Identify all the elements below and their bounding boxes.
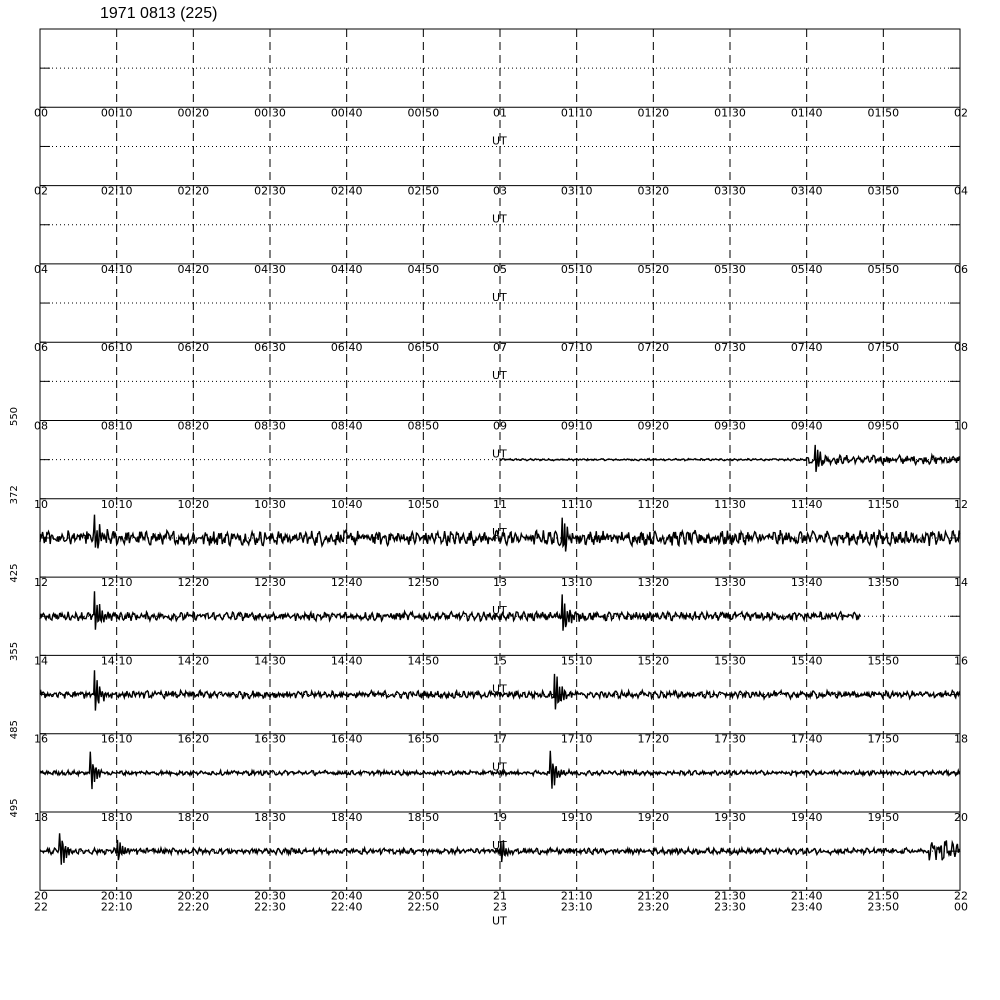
tick-label: 14 (34, 654, 48, 668)
tick-label: 22 (34, 900, 48, 914)
chart-title: 1971 0813 (225) (100, 5, 218, 22)
tick-label: 02:30 (254, 184, 286, 198)
tick-label: 15 (493, 654, 507, 668)
tick-label: 11:10 (560, 497, 593, 511)
tick-label: 06 (954, 262, 968, 276)
tick-label: 00:10 (100, 106, 133, 120)
tick-label: 10:50 (407, 497, 440, 511)
tick-label: 11:40 (790, 497, 823, 511)
tick-label: 09:10 (560, 419, 593, 433)
tick-label: 09 (493, 419, 507, 433)
tick-label: 23:10 (560, 900, 593, 914)
tick-label: 17:30 (714, 732, 746, 746)
tick-label: 18:10 (100, 811, 133, 824)
seismic-trace (40, 591, 860, 630)
tick-label: 02:50 (407, 184, 440, 198)
tick-label: 21:30 (714, 889, 746, 903)
tick-label: 14:10 (100, 654, 133, 668)
tick-label: 15:30 (714, 654, 746, 668)
tick-label: 09:20 (637, 419, 670, 433)
tick-label: 00 (954, 900, 968, 914)
tick-label: 16:30 (254, 732, 286, 746)
tick-label: 21:10 (560, 889, 593, 903)
tick-label: 16:20 (177, 732, 210, 746)
tick-label: 05:10 (560, 262, 593, 276)
tick-label: 02 (34, 184, 48, 198)
tick-label: 21:40 (790, 889, 823, 903)
amplitude-label: 372 (9, 485, 20, 505)
tick-label: 17:10 (560, 732, 593, 746)
tick-label: 15:40 (790, 654, 823, 668)
tick-label: 17 (493, 732, 507, 746)
tick-label: 12:30 (254, 576, 286, 590)
tick-label: 21:20 (637, 889, 670, 903)
tick-label: 03:40 (790, 184, 823, 198)
tick-label: 14 (954, 576, 968, 590)
tick-label: 04:40 (330, 262, 363, 276)
tick-label: 03:50 (867, 184, 900, 198)
tick-label: 23:30 (714, 900, 746, 914)
tick-label: 10 (34, 497, 48, 511)
tick-label: 16 (954, 654, 968, 668)
tick-label: 16:10 (100, 732, 133, 746)
amplitude-label: 550 (9, 406, 20, 427)
tick-label: 12:40 (330, 576, 363, 590)
tick-label: 02:40 (330, 184, 363, 198)
tick-label: 22:50 (407, 900, 440, 914)
tick-label: 19:30 (714, 811, 746, 824)
tick-label: 04 (954, 184, 968, 198)
tick-label: 12 (954, 497, 968, 511)
tick-label: 22:20 (177, 900, 210, 914)
tick-label: 06:10 (100, 341, 133, 355)
label-layer (9, 106, 968, 927)
tick-label: 18:20 (177, 811, 210, 824)
x-axis-label: UT (492, 914, 507, 928)
tick-label: 05 (493, 262, 507, 276)
tick-label: 01:10 (560, 106, 593, 120)
tick-label: 18 (34, 811, 48, 824)
tick-label: 11:30 (714, 497, 746, 511)
tick-label: 20 (34, 889, 48, 903)
amplitude-label: 355 (9, 641, 20, 661)
tick-label: 07:20 (637, 341, 670, 355)
tick-label: 08:30 (254, 419, 286, 433)
tick-label: 13:20 (637, 576, 670, 590)
ut-label: UT (492, 447, 507, 461)
tick-label: 19:50 (867, 811, 900, 824)
tick-label: 20:20 (177, 889, 210, 903)
tick-label: 11:50 (867, 497, 900, 511)
tick-label: 03 (493, 184, 507, 198)
tick-label: 17:20 (637, 732, 670, 746)
tick-label: 01:30 (714, 106, 746, 120)
tick-label: 19:20 (637, 811, 670, 824)
tick-label: 02:20 (177, 184, 210, 198)
tick-label: 00:20 (177, 106, 210, 120)
tick-label: 05:50 (867, 262, 900, 276)
tick-label: 13:30 (714, 576, 746, 590)
tick-label: 11 (493, 497, 507, 511)
tick-label: 04:30 (254, 262, 286, 276)
ut-label: UT (492, 369, 507, 383)
tick-label: 00:30 (254, 106, 286, 120)
amplitude-label: 425 (9, 563, 20, 583)
tick-label: 12:20 (177, 576, 210, 590)
tick-label: 19:40 (790, 811, 823, 824)
tick-label: 17:40 (790, 732, 823, 746)
tick-label: 13 (493, 576, 507, 590)
tick-label: 18:30 (254, 811, 286, 824)
tick-label: 08:50 (407, 419, 440, 433)
tick-label: 04:20 (177, 262, 210, 276)
tick-label: 03:30 (714, 184, 746, 198)
tick-label: 06 (34, 341, 48, 355)
ut-label: UT (492, 212, 507, 226)
tick-label: 04 (34, 262, 48, 276)
tick-label: 20:40 (330, 889, 363, 903)
tick-label: 04:50 (407, 262, 440, 276)
tick-label: 23:40 (790, 900, 823, 914)
amplitude-label: 495 (9, 798, 20, 818)
tick-label: 20:50 (407, 889, 440, 903)
tick-label: 08:10 (100, 419, 133, 433)
tick-label: 15:20 (637, 654, 670, 668)
tick-label: 10:10 (100, 497, 133, 511)
tick-label: 23:20 (637, 900, 670, 914)
tick-label: 10:30 (254, 497, 286, 511)
tick-label: 22:40 (330, 900, 363, 914)
tick-label: 22:10 (100, 900, 133, 914)
tick-label: 13:10 (560, 576, 593, 590)
tick-label: 08:20 (177, 419, 210, 433)
tick-label: 15:50 (867, 654, 900, 668)
tick-label: 20:30 (254, 889, 286, 903)
ut-label: UT (492, 290, 507, 304)
tick-label: 15:10 (560, 654, 593, 668)
tick-label: 07 (493, 341, 507, 355)
tick-label: 23 (493, 900, 507, 914)
tick-label: 02 (954, 106, 968, 120)
tick-label: 16:40 (330, 732, 363, 746)
tick-label: 13:50 (867, 576, 900, 590)
tick-label: 14:40 (330, 654, 363, 668)
tick-label: 20:10 (100, 889, 133, 903)
tick-label: 21 (493, 889, 507, 903)
tick-label: 07:50 (867, 341, 900, 355)
ut-label: UT (492, 682, 507, 696)
tick-label: 07:30 (714, 341, 746, 355)
tick-label: 01:20 (637, 106, 670, 120)
tick-label: 04:10 (100, 262, 133, 276)
tick-label: 02:10 (100, 184, 133, 198)
tick-label: 19 (493, 811, 507, 824)
tick-label: 08:40 (330, 419, 363, 433)
amplitude-label: 485 (9, 720, 20, 740)
tick-label: 06:50 (407, 341, 440, 355)
tick-label: 22:30 (254, 900, 286, 914)
tick-label: 09:50 (867, 419, 900, 433)
tick-label: 14:30 (254, 654, 286, 668)
tick-label: 06:30 (254, 341, 286, 355)
tick-label: 08 (34, 419, 48, 433)
tick-label: 07:10 (560, 341, 593, 355)
tick-label: 21:50 (867, 889, 900, 903)
ut-label: UT (492, 604, 507, 618)
tick-label: 18:50 (407, 811, 440, 824)
tick-label: 05:40 (790, 262, 823, 276)
tick-label: 03:10 (560, 184, 593, 198)
tick-label: 14:50 (407, 654, 440, 668)
tick-label: 08 (954, 341, 968, 355)
tick-label: 05:20 (637, 262, 670, 276)
tick-label: 10:40 (330, 497, 363, 511)
tick-label: 01:50 (867, 106, 900, 120)
tick-label: 11:20 (637, 497, 670, 511)
tick-label: 10 (954, 419, 968, 433)
tick-label: 01:40 (790, 106, 823, 120)
tick-label: 00 (34, 106, 48, 120)
tick-label: 18 (954, 732, 968, 746)
ut-label: UT (492, 525, 507, 539)
tick-label: 23:50 (867, 900, 900, 914)
tick-label: 06:40 (330, 341, 363, 355)
tick-label: 09:30 (714, 419, 746, 433)
tick-label: 10:20 (177, 497, 210, 511)
tick-label: 03:20 (637, 184, 670, 198)
tick-label: 19:10 (560, 811, 593, 824)
tick-label: 12 (34, 576, 48, 590)
tick-label: 12:50 (407, 576, 440, 590)
ut-label: UT (492, 760, 507, 774)
tick-label: 00:50 (407, 106, 440, 120)
tick-label: 01 (493, 106, 507, 120)
tick-label: 00:40 (330, 106, 363, 120)
tick-label: 16:50 (407, 732, 440, 746)
tick-label: 13:40 (790, 576, 823, 590)
tick-label: 05:30 (714, 262, 746, 276)
tick-label: 20 (954, 811, 968, 824)
tick-label: 12:10 (100, 576, 133, 590)
tick-label: 06:20 (177, 341, 210, 355)
ut-label: UT (492, 134, 507, 148)
tick-label: 17:50 (867, 732, 900, 746)
tick-label: 18:40 (330, 811, 363, 824)
tick-label: 22 (954, 889, 968, 903)
tick-label: 09:40 (790, 419, 823, 433)
ut-label: UT (492, 839, 507, 852)
tick-label: 14:20 (177, 654, 210, 668)
tick-label: 07:40 (790, 341, 823, 355)
tick-label: 16 (34, 732, 48, 746)
